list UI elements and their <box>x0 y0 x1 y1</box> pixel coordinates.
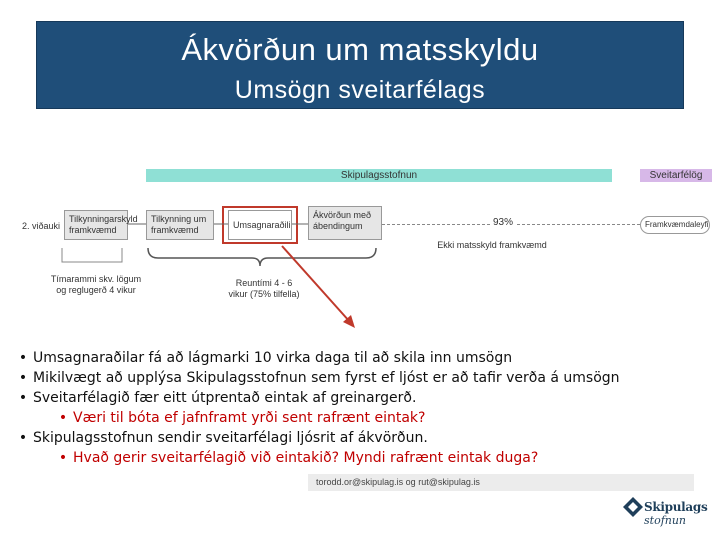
skipulagsstofnun-logo <box>622 494 708 534</box>
box-umsagnaradili: Umsagnaraðili <box>228 210 292 240</box>
box-tilkynning: Tilkynning um framkvæmd <box>146 210 214 240</box>
sub-bullet-item: • Hvað gerir sveitarfélagið við eintakið? Myndi rafrænt eintak duga? <box>58 450 539 466</box>
band-skipulagsstofnun: Skipulagsstofnun <box>146 169 612 182</box>
bullet-item: • Skipulagsstofnun sendir sveitarfélagi ljósrit af ákvörðun. <box>18 430 428 446</box>
bullet-item: • Umsagnaraðilar fá að lágmarki 10 virka daga til að skila inn umsögn <box>18 350 513 366</box>
box-framkvaemdaleyfi: Framkvæmdaleyfi <box>640 216 710 234</box>
bullet-item: • Mikilvægt að upplýsa Skipulagsstofnun sem fyrst ef ljóst er að tafir verða á umsögn <box>18 370 620 386</box>
side-label: 2. viðauki <box>22 221 61 231</box>
email-footer: torodd.or@skipulag.is og rut@skipulag.is <box>308 474 694 491</box>
bullet-item: • Sveitarfélagið fær eitt útprentað eintak af greinargerð. <box>18 390 417 406</box>
bullet-list <box>13 345 695 491</box>
sub-bullet-item: • Væri til bóta ef jafnframt yrði sent rafrænt eintak? <box>58 410 426 426</box>
logo-icon <box>622 496 644 518</box>
slide-subtitle: Umsögn sveitarfélags <box>234 76 486 104</box>
percent-label: 93% <box>490 217 516 228</box>
logo-text-line1: Skipulags <box>644 500 708 514</box>
box-akvordun: Ákvörðun með ábendingum <box>308 206 382 240</box>
reuntimi-label: Reuntími 4 - 6 vikur (75% tilfella) <box>228 278 300 299</box>
box-tilkynningarskyld: Tilkynningarskyld framkvæmd <box>64 210 128 240</box>
slide-title: Ákvörðun um matsskyldu <box>181 32 539 67</box>
timaramma-label: Tímarammi skv. lögum og reglugerð 4 vikur <box>50 274 142 295</box>
band-sveitarfelog: Sveitarfélög <box>640 169 712 182</box>
logo-text-line2: stofnun <box>644 514 687 527</box>
ekki-matsskyld-label: Ekki matsskyld framkvæmd <box>437 240 547 250</box>
